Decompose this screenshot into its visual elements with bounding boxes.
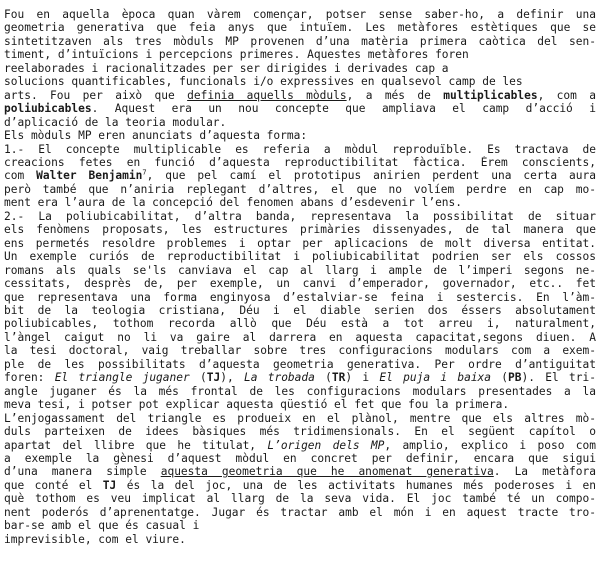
text-line <box>4 465 596 478</box>
text-run: foren: <box>4 371 55 385</box>
text-run: apartat del llibre que he titulat, <box>4 438 268 452</box>
text-run: d’aplicació de la teoria modular. <box>4 115 227 129</box>
italic-text: El triangle juganer <box>54 371 190 385</box>
text-run: la tesi doctoral, vaig treballar sobre tres configuracions modulars com a exem- <box>4 344 596 358</box>
text-run: cessitats, desprès de, per exemple, un canvi d’emperador, governador, etc.. fet <box>4 277 596 291</box>
text-line <box>4 412 596 425</box>
text-line <box>4 116 596 129</box>
text-run: que conté el <box>4 478 103 492</box>
text-run: però també que n’aniria replegant d’altres, el que no volíem perdre en cap mo- <box>4 182 596 196</box>
italic-text: El puja i baixa <box>379 371 492 385</box>
text-line <box>4 8 596 21</box>
bold-text: TR <box>331 371 346 385</box>
text-run: bit de la teologia cristiana, Déu i el diable serien dos éssers absolutament <box>4 303 596 317</box>
text-line <box>4 75 596 88</box>
text-run: , que pel camí el prototipus anirien perdent una certa aura <box>146 169 596 183</box>
text-run: l’àngel caigut no li va gaire al darrera en aquesta capacitat,segons diuen. A <box>4 330 596 344</box>
text-line <box>4 102 596 115</box>
text-line <box>4 452 596 465</box>
italic-text: La trobada <box>243 371 315 385</box>
text-run: com <box>4 169 37 183</box>
document-text-body <box>4 8 596 546</box>
text-run: d’una manera simple <box>4 465 161 479</box>
text-line <box>4 129 596 142</box>
text-run: ens permetés resoldre problemes i optar per aplicacions de molt diversa entitat. <box>4 236 596 250</box>
text-line <box>4 398 596 411</box>
text-run: . La metàfora <box>493 465 596 479</box>
text-run: poliubicables, tothom recorda allò que Déu està a tot arreu i, naturalment, <box>4 317 596 331</box>
text-line <box>4 143 596 156</box>
text-line <box>4 21 596 34</box>
text-run: imprevisible, com el viure. <box>4 532 186 546</box>
text-run: arts. Fou per això que <box>4 88 188 102</box>
text-run: , com a <box>537 88 596 102</box>
text-line <box>4 358 596 371</box>
text-line <box>4 35 596 48</box>
text-run: ( <box>189 371 207 385</box>
text-line <box>4 62 596 75</box>
text-run: duls parteixen de idees bàsiques més tridimensionals. En el següent capítol o <box>4 425 596 439</box>
text-run: ) i <box>345 371 380 385</box>
text-run: bar-se amb el que és casual i <box>4 519 200 533</box>
text-line <box>4 250 596 263</box>
bold-text: TJ <box>102 478 117 492</box>
text-line <box>4 196 596 209</box>
text-run: angle juganer és la més frontal de les configuracions modulars presentades a la <box>4 384 596 398</box>
text-line <box>4 371 596 384</box>
text-line <box>4 48 596 61</box>
text-run: timent, d’intuïcions i percepcions primeres. Aquestes metàfores foren <box>4 48 469 62</box>
text-run: què tothom es veu implicat al llarg de la seva vida. El joc també té un compo- <box>4 492 596 506</box>
text-line <box>4 183 596 196</box>
text-line <box>4 291 596 304</box>
text-run: Els mòduls MP eren anunciats d’aquesta forma: <box>4 129 308 143</box>
text-run: ment era l’aura de la concepció del fenomen abans d’esdevenir l’ens. <box>4 196 463 210</box>
bold-text: multiplicables <box>443 88 538 102</box>
text-line <box>4 439 596 452</box>
text-run: és la del joc, una de les activitats humanes més poderoses i en <box>116 478 596 492</box>
text-run: ( <box>491 371 509 385</box>
text-line <box>4 264 596 277</box>
text-run: ( <box>314 371 332 385</box>
bold-text: TJ <box>206 371 221 385</box>
text-run: a exemple la gènesi d’aquest mòdul en concret per definir, encara que sigui <box>4 451 596 465</box>
text-run: solucions quantificables, funcionals i/o expressives en qualsevol camp de les <box>4 75 523 89</box>
bold-text: poliubicables <box>4 102 92 116</box>
text-run: , amplio, explico i poso com <box>384 438 596 452</box>
text-run: Fou en aquella època quan vàrem començar, potser sense saber-ho, a definir una <box>4 8 596 21</box>
text-run: ). El tri- <box>521 371 596 385</box>
text-run: . Aquest era un nou concepte que ampliava el camp d’acció i <box>91 102 596 116</box>
text-line <box>4 277 596 290</box>
text-run: L’enjogassament del triangle es produeix en el plànol, mentre que els altres mò- <box>4 411 596 425</box>
text-run: geometria generativa que feia anys que intuïem. Les metàfores estètiques que se <box>4 21 596 35</box>
text-line <box>4 169 596 182</box>
text-line <box>4 344 596 357</box>
text-run: nent poderós d’aprenentatge. Jugar és tractar amb el món i en aquest tracte tro- <box>4 505 596 519</box>
underlined-text: aquesta geometria que he anomenat generativa <box>160 465 494 479</box>
text-line <box>4 385 596 398</box>
text-run: romans als quals se'ls canviava el cap al llarg i ample de l’imperi segons ne- <box>4 263 596 277</box>
underlined-text: definia aquells mòduls <box>187 88 347 102</box>
text-run: sintetitzaven als tres mòduls MP provenen d’una matèria primera caòtica del sen- <box>4 34 596 48</box>
text-line <box>4 156 596 169</box>
text-run: Un exemple curiós de reproductibilitat i poliubicabilitat podrien ser els cossos <box>4 250 596 264</box>
text-line <box>4 223 596 236</box>
text-line <box>4 89 596 102</box>
text-line <box>4 492 596 505</box>
text-run: que representava una forma enginyosa d’estalviar-se feina i sestercis. En l’àm- <box>4 290 596 304</box>
text-run: ), <box>220 371 244 385</box>
text-run: creacions fetes en funció d’aquesta reproductibilitat fàctica. Érem conscients, <box>4 155 596 169</box>
text-line <box>4 506 596 519</box>
text-line <box>4 331 596 344</box>
text-line <box>4 533 596 546</box>
text-line <box>4 317 596 330</box>
bold-text: Walter Benjamin <box>36 169 143 183</box>
text-run: els fenòmens proposats, les estructures primàries dissenyades, de tal manera que <box>4 223 596 237</box>
text-line <box>4 519 596 532</box>
text-run: reelaborades i racionalitzades per ser dirigides i derivades cap a <box>4 61 449 75</box>
text-line <box>4 425 596 438</box>
italic-text: L’origen dels MP <box>267 438 385 452</box>
text-run: , a més de <box>346 88 444 102</box>
text-run: ple de les possibilitats d’aquesta geometria generativa. Per ordre d’antiguitat <box>4 357 596 371</box>
text-line <box>4 304 596 317</box>
text-line <box>4 479 596 492</box>
text-run: 2.- La poliubicabilitat, d’altra banda, representava la possibilitat de situar <box>4 209 596 223</box>
text-line <box>4 210 596 223</box>
text-line <box>4 237 596 250</box>
text-run: meva tesi, i potser pot explicar aquesta qüestió el fet que fou la primera. <box>4 398 510 412</box>
bold-text: PB <box>508 371 522 385</box>
footnote-marker: 7 <box>142 169 147 177</box>
text-run: 1.- El concepte multiplicable es referia a mòdul reproduïble. Es tractava de <box>4 142 596 156</box>
